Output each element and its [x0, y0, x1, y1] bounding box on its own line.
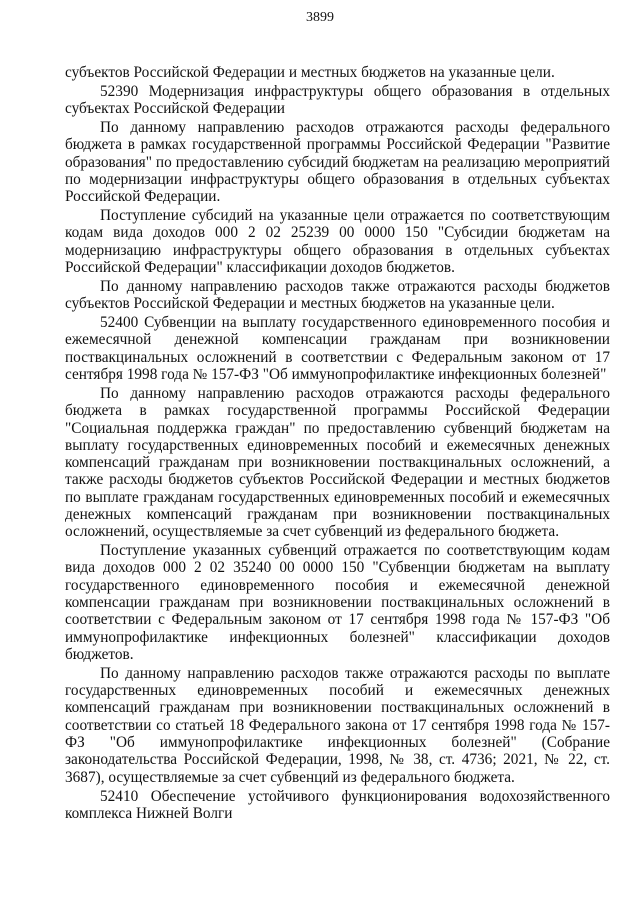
paragraph: По данному направлению расходов отражаются расходы федерального бюджета в рамках государственной программы Российской Федерации "Развитие образования" по предоставлению субсидий бюджетам на реализацию мероприятий по модернизации инфраструктуры общего образования в отдельных субъектах Российской Федерации. [65, 119, 610, 206]
paragraph: Поступление субсидий на указанные цели отражается по соответствующим кодам вида доходов 000 2 02 25239 00 0000 150 "Субсидии бюджетам на модернизацию инфраструктуры общего образования в отдельных субъектах Российской Федерации" классификации доходов бюджетов. [65, 207, 610, 277]
section-heading-52410: 52410 Обеспечение устойчивого функционирования водохозяйственного комплекса Нижней Волги [65, 787, 610, 822]
section-heading-52400: 52400 Субвенции на выплату государственного единовременного пособия и ежемесячной денежной компенсации гражданам при возникновении поствакцинальных осложнений в соответствии с Федеральным законом от 17 сентября 1998 года № 157-ФЗ "Об иммунопрофилактике инфекционных болезней" [65, 314, 610, 384]
paragraph: Поступление указанных субвенций отражается по соответствующим кодам вида доходов 000 2 02 35240 00 0000 150 "Субвенции бюджетам на выплату государственного единовременного пособия и ежемесячной денежной компенсации гражданам при возникновении поствакцинальных осложнений в соответствии с Федеральным законом от 17 сентября 1998 года № 157-ФЗ "Об иммунопрофилактике инфекционных болезней" классификации доходов бюджетов. [65, 542, 610, 663]
paragraph: По данному направлению расходов также отражаются расходы бюджетов субъектов Российской Федерации и местных бюджетов на указанные цели. [65, 277, 610, 313]
section-heading-52390: 52390 Модернизация инфраструктуры общего образования в отдельных субъектах Российской Федерации [65, 82, 610, 118]
paragraph: По данному направлению расходов также отражаются расходы по выплате государственных единовременных пособий и ежемесячных денежных компенсаций гражданам при возникновении поствакцинальных осложнений в соответствии со статьей 18 Федерального закона от 17 сентября 1998 года № 157-ФЗ "Об иммунопрофилактике инфекционных болезней" (Собрание законодательства Российской Федерации, 1998, № 38, ст. 4736; 2021, № 22, ст. 3687), осуществляемые за счет субвенций из федерального бюджета. [65, 664, 610, 786]
document-body [65, 64, 610, 824]
paragraph: По данному направлению расходов отражаются расходы федерального бюджета в рамках государственной программы Российской Федерации "Социальная поддержка граждан" по предоставлению субвенций бюджетам на выплату государственных единовременных пособий и ежемесячных денежных компенсаций гражданам при возникновении поствакцинальных осложнений, а также расходы бюджетов субъектов Российской Федерации и местных бюджетов по выплате гражданам государственных единовременных пособий и ежемесячных денежных компенсаций гражданам при возникновении поствакцинальных осложнений, осуществляемые за счет субвенций из федерального бюджета. [65, 384, 610, 541]
page-number: 3899 [306, 10, 334, 25]
paragraph-continuation: субъектов Российской Федерации и местных бюджетов на указанные цели. [65, 64, 555, 81]
